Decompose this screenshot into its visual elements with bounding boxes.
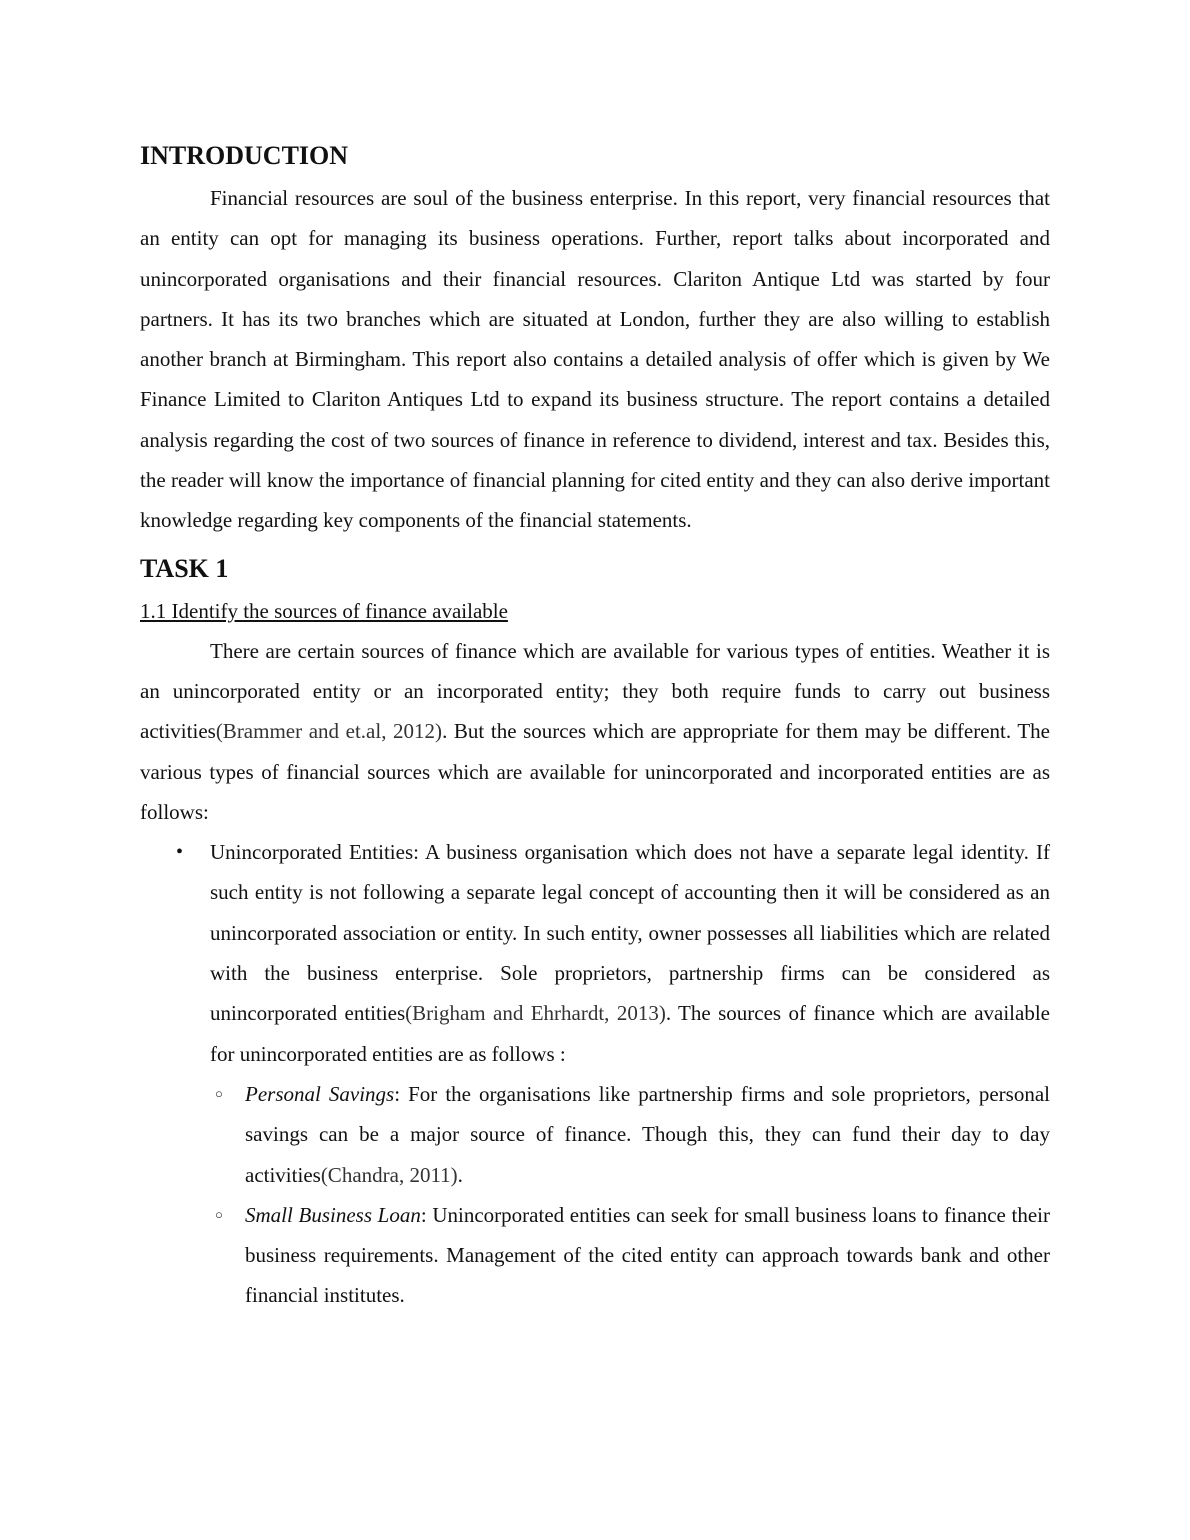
small-business-loan-text-1: : Unincorporated entities can seek for small business loans to finance their business requirements. Management of the cited entity can approach towards bank and other financial institutes. <box>245 1202 1050 1308</box>
personal-savings-title: Personal Savings <box>245 1081 395 1106</box>
task1-heading: TASK 1 <box>140 553 229 583</box>
introduction-heading: INTRODUCTION <box>140 141 349 170</box>
unincorporated-paragraph <box>210 832 1050 1074</box>
small-business-loan-title: Small Business Loan <box>245 1202 421 1227</box>
bullet-icon: • <box>176 841 184 864</box>
circle-bullet-icon: ○ <box>215 1206 223 1222</box>
personal-savings-paragraph <box>245 1074 1050 1195</box>
list-item-unincorporated <box>140 832 1050 1316</box>
circle-bullet-icon: ○ <box>215 1085 223 1101</box>
list-item-personal-savings <box>210 1074 1050 1195</box>
unincorporated-sources-list <box>210 1074 1050 1316</box>
personal-savings-text-1: : For the organisations like partnership firms and sole proprietors, personal savings can be a major source of finance. Though this, they can fund their day to day activities <box>245 1081 1051 1187</box>
citation-brigham: (Brigham and Ehrhardt, 2013) <box>405 1001 666 1026</box>
citation-brammer: (Brammer and et.al, 2012) <box>215 719 443 744</box>
unincorporated-text-2: . The sources of finance which are available for unincorporated entities are as follows : <box>210 1001 1050 1066</box>
personal-savings-text-2: . <box>457 1162 463 1187</box>
section-1-1-subheading: 1.1 Identify the sources of finance available <box>140 598 508 623</box>
unincorporated-text-1: Unincorporated Entities: A business organisation which does not have a separate legal identity. If such entity is not following a separate legal concept of accounting then it will be considered as an unincorporated association or entity. In such entity, owner possesses all liabilities which are related with the business enterprise. Sole proprietors, partnership firms can be considered as unincorporated entities <box>210 840 1050 1026</box>
small-business-loan-paragraph <box>245 1195 1050 1316</box>
entity-type-list <box>140 832 1050 1316</box>
introduction-paragraph: Financial resources are soul of the business enterprise. In this report, very financial resources that an entity can opt for managing its business operations. Further, report talks about incorporated and unincorporated organisations and their financial resources. Clariton Antique Ltd was started by four partners. It has its two branches which are situated at London, further they are also willing to establish another branch at Birmingham. This report also contains a detailed analysis of offer which is given by We Finance Limited to Clariton Antiques Ltd to expand its business structure. The report contains a detailed analysis regarding the cost of two sources of finance in reference to dividend, interest and tax. Besides this, the reader will know the importance of financial planning for cited entity and they can also derive important knowledge regarding key components of the financial statements. <box>140 186 1050 533</box>
citation-chandra: (Chandra, 2011) <box>320 1162 458 1187</box>
sources-paragraph-text-1: There are certain sources of finance which are available for various types of entities. Weather it is an unincorporated entity or an incorporated entity; they both require funds to carry out business activities <box>140 638 1050 744</box>
sources-paragraph <box>140 631 1050 832</box>
sources-paragraph-text-2: . But the sources which are appropriate for them may be different. The various types of financial sources which are available for unincorporated and incorporated entities are as follows: <box>140 719 1051 824</box>
document-page <box>140 138 1050 1316</box>
list-item-small-business-loan <box>210 1195 1050 1316</box>
